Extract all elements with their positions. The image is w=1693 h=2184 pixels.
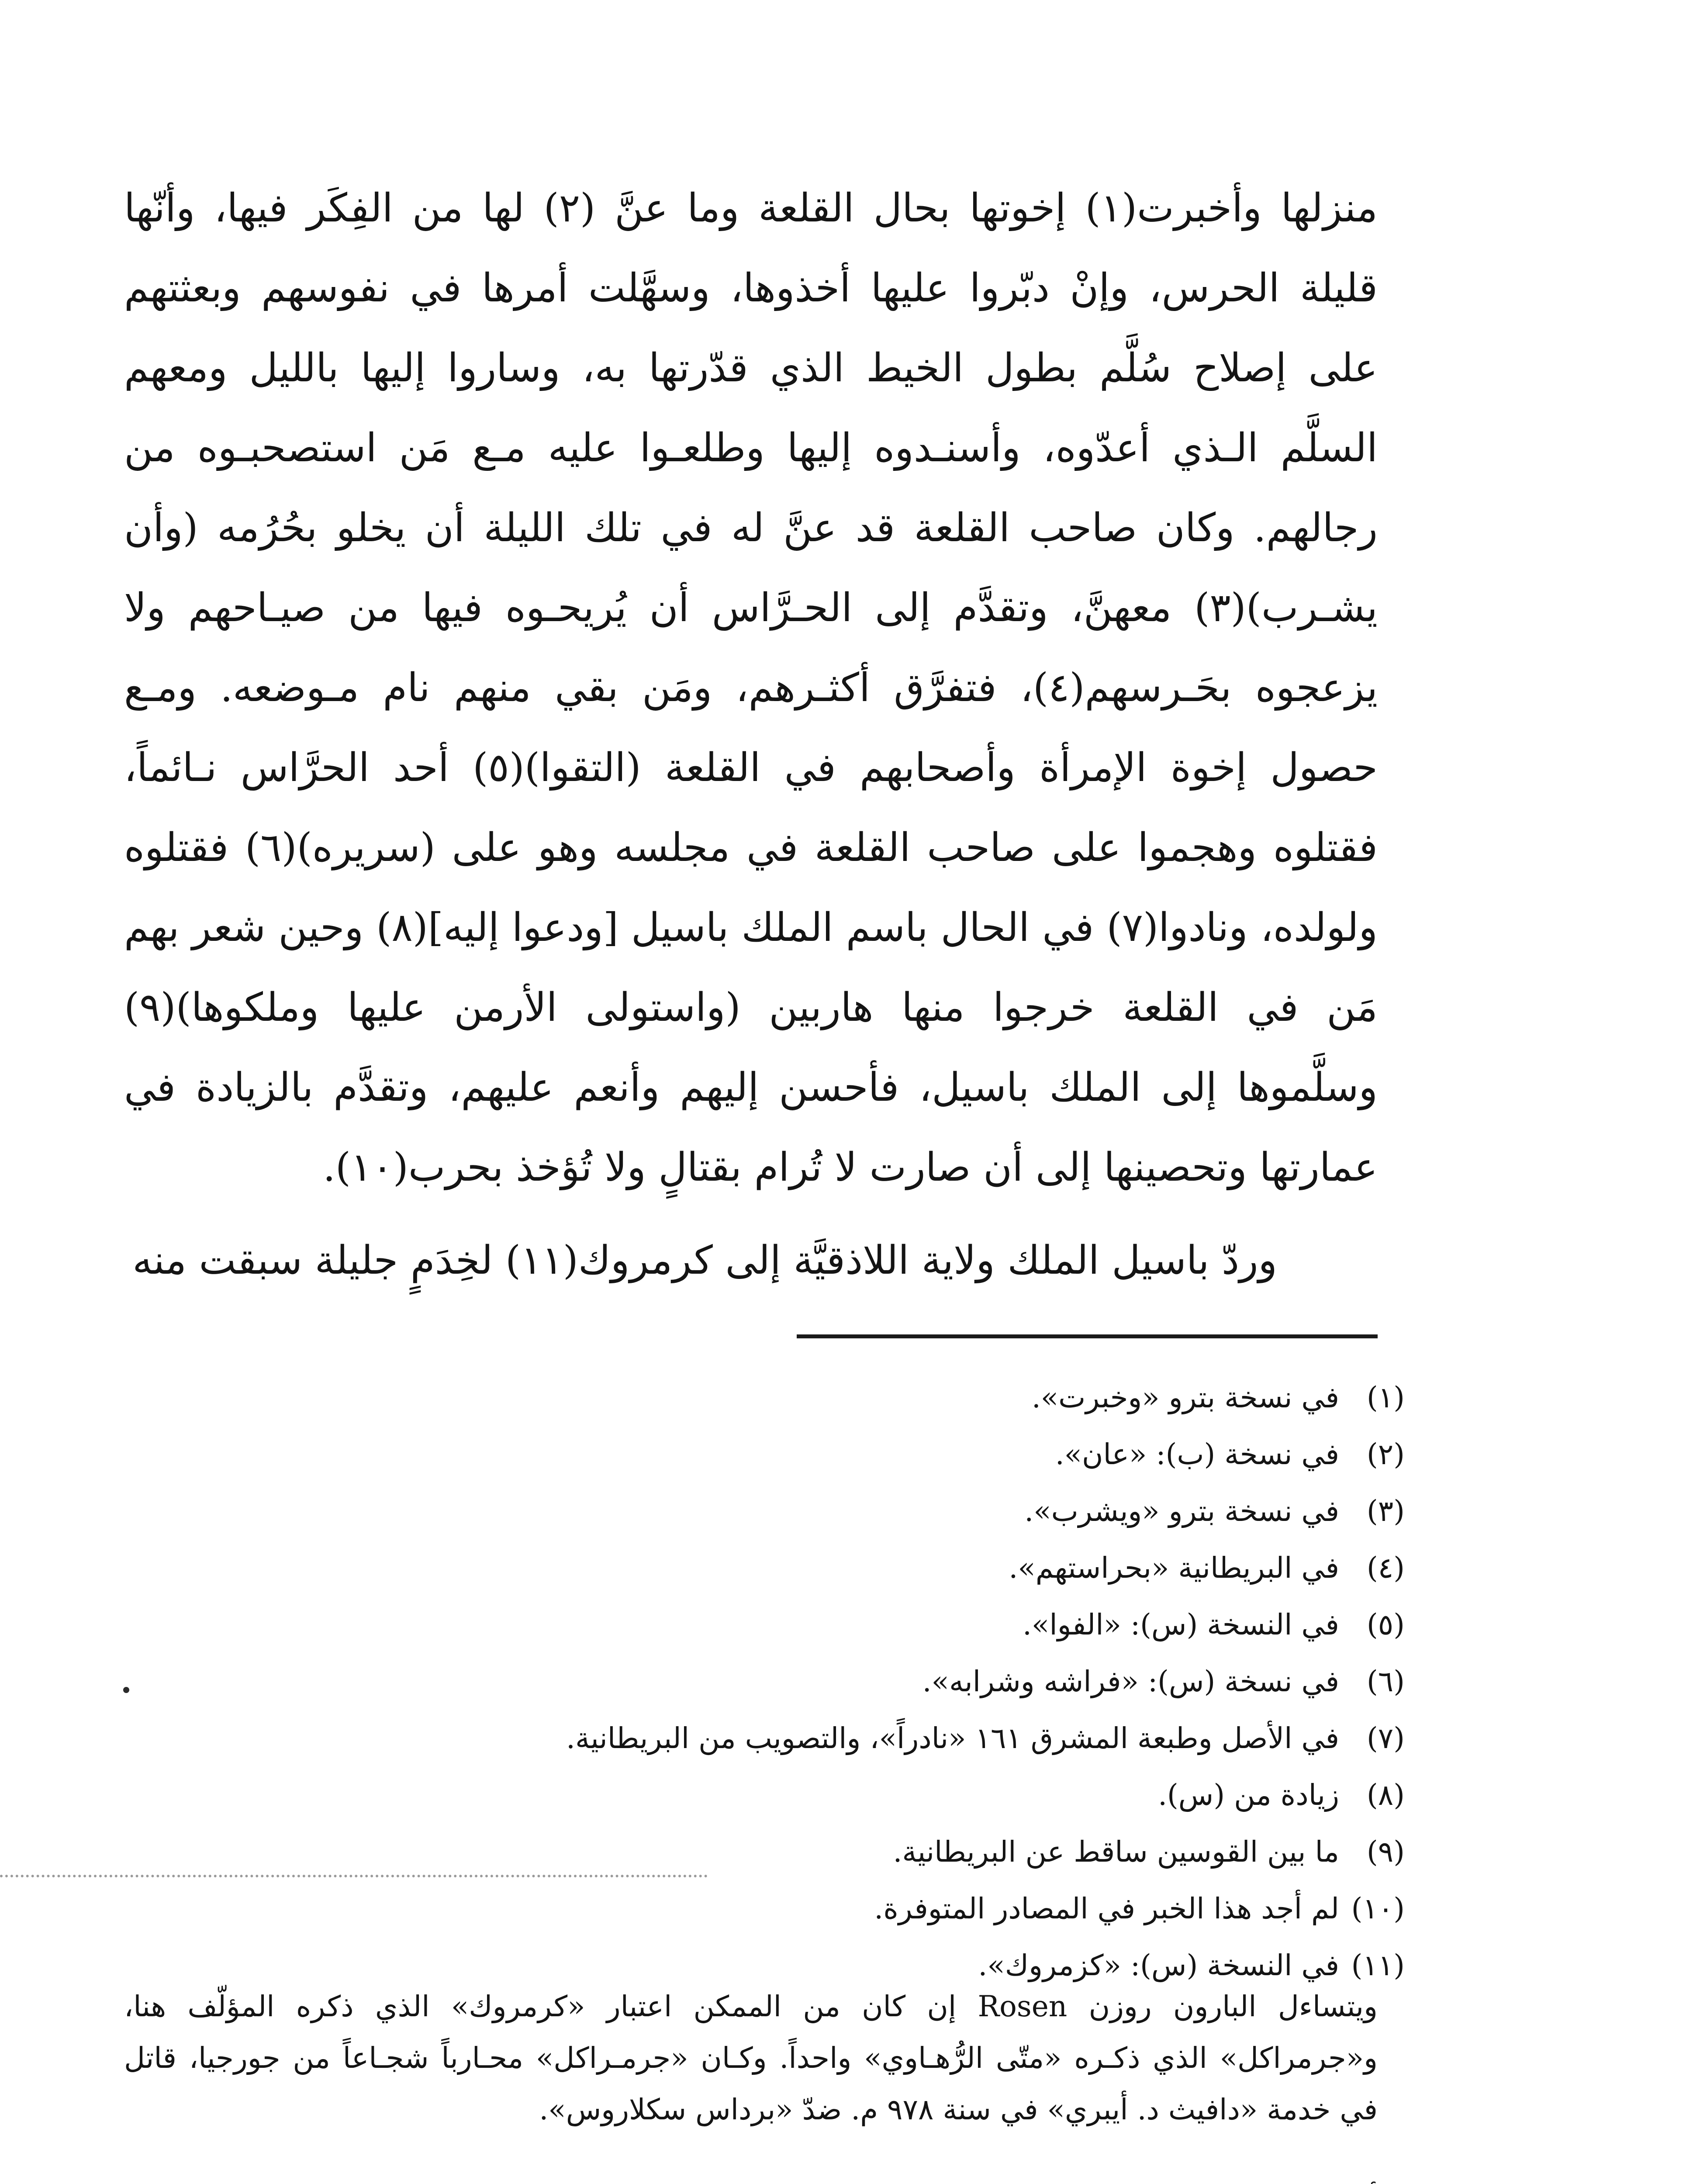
footnote-item xyxy=(138,1369,1405,1426)
footnote-item xyxy=(138,1483,1405,1540)
footnote-text: في نسخة (ب): «عان». xyxy=(1055,1438,1339,1471)
footnote-number: (٨) xyxy=(1367,1778,1405,1812)
scan-speck xyxy=(123,1687,129,1693)
scan-dotted-line xyxy=(0,1875,708,1877)
footnotes-list xyxy=(138,1369,1405,1994)
footnote-text: زيادة من (س). xyxy=(1158,1778,1339,1812)
main-paragraph-1: منزلها وأخبرت(١) إخوتها بحال القلعة وما عنَّ (٢) لها من الفِكَر فيها، وأنّها قليلة الحرس، وإنْ دبّروا عليها أخذوها، وسهَّلت أمرها في نفوسهم وبعثتهم على إصلاح سُلَّم بطول الخيط الذي قدّرتها به، وساروا إليها بالليل ومعهم السلَّم الـذي أعدّوه، وأسنـدوه إليها وطلعـوا عليه مـع مَن استصحبـوه من رجالهم. وكان صاحب القلعة قد عنَّ له في تلك الليلة أن يخلو بحُرُمه (وأن يشـرب)(٣) معهنَّ، وتقدَّم إلى الحـرَّاس أن يُريحـوه فيها من صيـاحهم ولا يزعجوه بحَـرسهم(٤)، فتفرَّق أكثـرهم، ومَن بقي منهم نام مـوضعه. ومـع حصول إخوة الإمرأة وأصحابهم في القلعة (التقوا)(٥) أحد الحرَّاس نـائماً، فقتلوه وهجموا على صاحب القلعة في مجلسه وهو على (سريره)(٦) فقتلوه ولولده، ونادوا(٧) في الحال باسم الملك باسيل [ودعوا إليه](٨) وحين شعر بهم مَن في القلعة خرجوا منها هاربين (واستولى الأرمن عليها وملكوها)(٩) وسلَّموها إلى الملك باسيل، فأحسن إليهم وأنعم عليهم، وتقدَّم بالزيادة في عمارتها وتحصينها إلى أن صارت لا تُرام بقتالٍ ولا تُؤخذ بحرب(١٠). xyxy=(124,185,1378,1190)
footnote-text: لم أجد هذا الخبر في المصادر المتوفرة. xyxy=(874,1892,1339,1925)
footnote-11-continuation: ويتساءل البارون روزن Rosen إن كان من الممكن اعتبار «كرمروك» الذي ذكره المؤلّف هنا، و«جرمراكل» الذي ذكـره «متّى الرُّهـاوي» واحداً. وكـان «جرمـراكل» محـارباً شجـاعاً من جورجيا، قاتل في خدمة «دافيث د. أيبري» في سنة ٩٧٨ م. ضدّ «برداس سكلاروس». xyxy=(124,1990,1378,2126)
reference-latin-citation xyxy=(124,2175,1186,2184)
footnote-number: (١٠) xyxy=(1351,1892,1405,1925)
footnote-number: (٣) xyxy=(1367,1494,1405,1528)
footnote-item xyxy=(138,1767,1405,1824)
main-text-body xyxy=(124,168,1378,1300)
footnote-text: في النسخة (س): «الفوا». xyxy=(1022,1608,1339,1641)
footnote-separator-rule xyxy=(797,1334,1378,1338)
footnote-item xyxy=(138,1880,1405,1937)
footnote-item xyxy=(138,1426,1405,1483)
reference-line xyxy=(124,2175,1378,2184)
footnote-number: (٤) xyxy=(1367,1551,1405,1585)
footnote-text: في النسخة (س): «كزمروك». xyxy=(978,1949,1339,1982)
footnote-item xyxy=(138,1540,1405,1597)
main-paragraph-2: وردّ باسيل الملك ولاية اللاذقيَّة إلى كرمروك(١١) لخِدَمٍ جليلة سبقت منه xyxy=(132,1237,1277,1283)
footnote-number: (١١) xyxy=(1351,1949,1405,1982)
footnote-text: في نسخة (س): «فراشه وشرابه». xyxy=(922,1665,1339,1698)
footnote-item xyxy=(138,1710,1405,1767)
footnote-text: في البريطانية «بحراستهم». xyxy=(1009,1551,1339,1585)
footnote-number: (٥) xyxy=(1367,1608,1405,1641)
footnote-text: في الأصل وطبعة المشرق ١٦١ «نادراً»، والتصويب من البريطانية. xyxy=(566,1721,1339,1755)
footnote-number: (٩) xyxy=(1367,1835,1405,1869)
footnote-text: ما بين القوسين ساقط عن البريطانية. xyxy=(893,1835,1339,1869)
footnote-item xyxy=(138,1824,1405,1880)
footnote-number: (١) xyxy=(1367,1381,1405,1414)
footnote-text: في نسخة بترو «ويشرب». xyxy=(1024,1494,1339,1528)
footnote-text: في نسخة بترو «وخبرت». xyxy=(1031,1381,1339,1414)
footnote-number: (٦) xyxy=(1367,1665,1405,1698)
footnote-number: (٧) xyxy=(1367,1721,1405,1755)
footnote-item xyxy=(138,1653,1405,1710)
footnote-item xyxy=(138,1597,1405,1653)
reference-label xyxy=(1310,2175,1378,2184)
footnote-number: (٢) xyxy=(1367,1438,1405,1471)
